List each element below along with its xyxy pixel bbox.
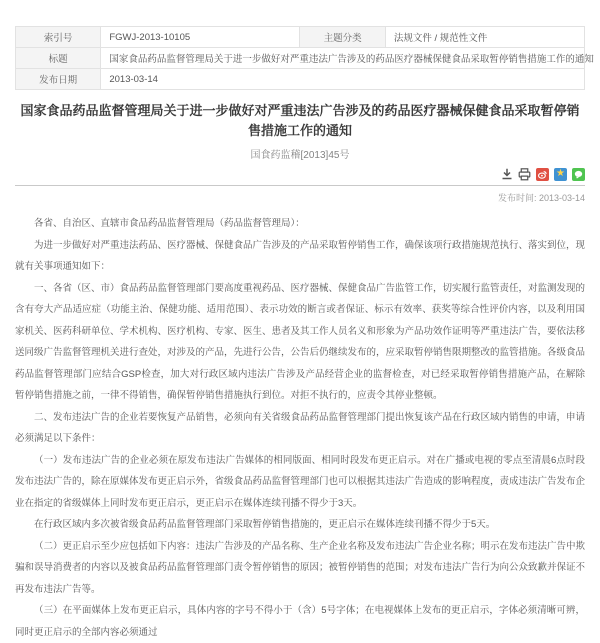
print-icon[interactable] <box>518 168 531 181</box>
publish-time: 发布时间: 2013-03-14 <box>497 193 585 203</box>
body-paragraph: （一）发布违法广告的企业必须在原发布违法广告媒体的相同版面、相同时段发布更正启示。对在广播或电视的零点至清晨6点时段发布违法广告的，除在原媒体发布更正启示外，省级食品药品监督管理部门也可以根据其违法广告造成的影响程度，责成违法广告发布企业在指定的省级媒体上同时发布更正启示，更正启示在媒体连续刊播不得少于3天。 <box>15 454 586 509</box>
download-icon[interactable] <box>500 168 513 181</box>
index-number-value: FGWJ-2013-10105 <box>101 27 300 48</box>
qzone-share-icon[interactable]: ★ <box>554 168 567 181</box>
toolbar <box>15 167 585 181</box>
topic-category-label: 主题分类 <box>300 27 385 48</box>
body-paragraph: 为进一步做好对严重违法药品、医疗器械、保健食品广告涉及的产品采取暂停销售工作，确保该项行政措施规范执行、落实到位，现就有关事项通知如下： <box>15 239 586 272</box>
body-paragraph: 二、发布违法广告的企业若要恢复产品销售，必须向有关省级食品药品监督管理部门提出恢复该产品在行政区域内销售的申请，申请必须满足以下条件： <box>15 411 586 444</box>
body-paragraph: （三）在平面媒体上发布更正启示，具体内容的字号不得小于（含）5号字体；在电视媒体上发布的更正启示，字体必须清晰可辨，同时更正启示的全部内容必须通过 <box>15 605 585 638</box>
body-paragraph: 在行政区域内多次被省级食品药品监督管理部门采取暂停销售措施的，更正启示在媒体连续刊播不得少于5天。 <box>34 519 496 530</box>
body-paragraph: （二）更正启示至少应包括如下内容：违法广告涉及的产品名称、生产企业名称及发布违法广告企业名称；明示在发布违法广告中欺骗和误导消费者的内容以及被食品药品监督管理部门责令暂停销售的原因；被暂停销售的范围；对发布违法广告行为向公众致歉并保证不再发布违法广告等。 <box>15 540 586 595</box>
publish-date-value: 2013-03-14 <box>101 69 585 90</box>
table-row <box>16 48 585 69</box>
wechat-share-icon[interactable] <box>572 168 585 181</box>
document-meta-table <box>15 26 594 90</box>
article-body <box>15 213 585 643</box>
title-label: 标题 <box>16 48 101 69</box>
table-row <box>16 69 585 90</box>
publish-date-label: 发布日期 <box>16 69 101 90</box>
body-paragraph: 一、各省（区、市）食品药品监督管理部门要高度重视药品、医疗器械、保健食品广告监管工作，切实履行监管责任，对监测发现的含有夸大产品适应症（功能主治、保健功能、适用范围）、表示功效的断言或者保证、标示有效率、获奖等综合性评价内容，以及利用国家机关、医药科研单位、学术机构、医疗机构、专家、医生、患者及其工作人员名义和形象为产品功效作证明等严重违法广告，要依法移送同级广告监督管理机关进行查处，对涉及的产品，先进行公告，公告后仍继续发布的，应采取暂停销售限期整改的监管措施。各级食品药品监督管理部门应结合GSP检查，加大对行政区域内违法广告涉及产品经营企业的监督检查，对已经采取暂停销售措施产品，在解除暂停销售措施之前，一律不得销售，确保暂停销售措施执行到位。对拒不执行的，应责令其停业整顿。 <box>15 282 586 401</box>
title-value: 国家食品药品监督管理局关于进一步做好对严重违法广告涉及的药品医疗器械保健食品采取暂停销售措施工作的通知 <box>101 48 585 69</box>
divider <box>15 185 585 186</box>
table-row <box>16 27 585 48</box>
document-number: 国食药监稽[2013]45号 <box>250 150 350 161</box>
weibo-share-icon[interactable] <box>536 168 549 181</box>
page-title: 国家食品药品监督管理局关于进一步做好对严重违法广告涉及的药品医疗器械保健食品采取暂停销售措施工作的通知 <box>20 103 580 138</box>
topic-category-value: 法规文件 / 规范性文件 <box>385 27 584 48</box>
index-number-label: 索引号 <box>16 27 101 48</box>
body-paragraph: 各省、自治区、直辖市食品药品监督管理局（药品监督管理局）： <box>34 218 305 229</box>
